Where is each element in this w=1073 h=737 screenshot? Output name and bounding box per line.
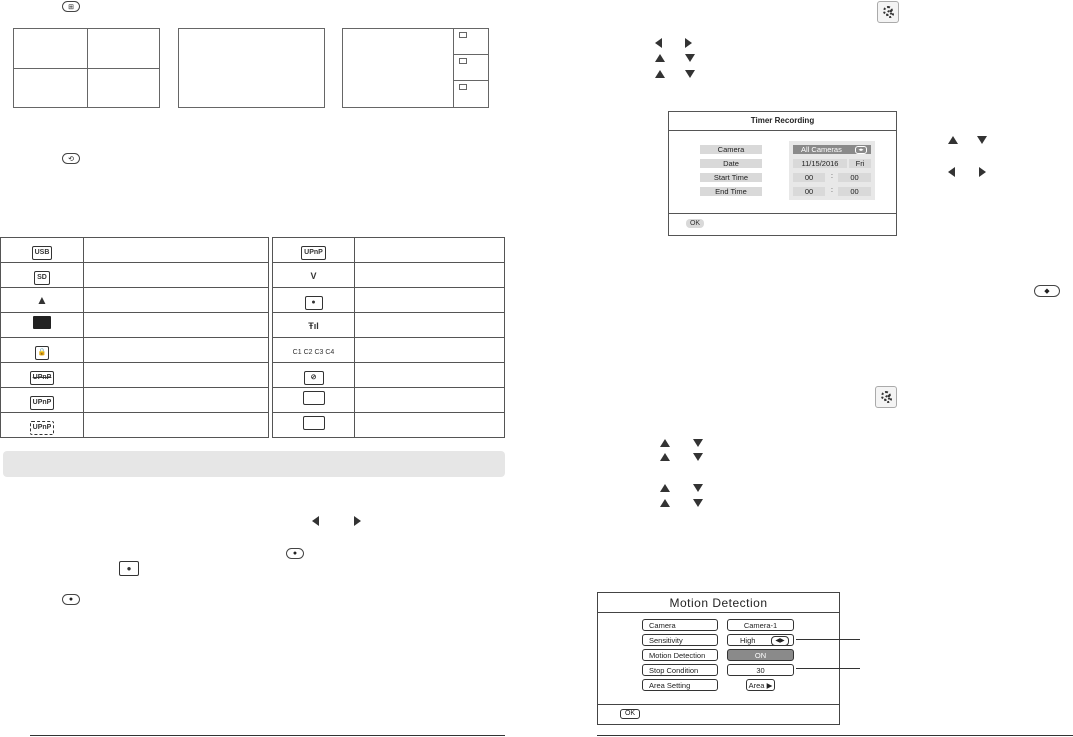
quad-layout-diagram [13, 28, 160, 108]
end-time-label: End Time [700, 187, 762, 196]
warning-card-icon: ▲ [1, 288, 84, 313]
area-setting-field-label: Area Setting [642, 679, 718, 691]
start-time-label: Start Time [700, 173, 762, 182]
down-arrow-icon [685, 54, 695, 62]
cycle-icon: ⟲ [62, 153, 80, 164]
status-icon-table-right [272, 237, 505, 438]
divider [598, 612, 839, 613]
up-arrow-icon [655, 70, 665, 78]
settings-icon [877, 1, 899, 23]
right-arrow-icon [685, 38, 692, 48]
down-arrow-icon [693, 439, 703, 447]
blank-box-icon [273, 413, 355, 438]
end-minute-value[interactable]: 00 [838, 187, 871, 196]
up-arrow-icon [660, 499, 670, 507]
motion-detection-panel [597, 592, 840, 725]
folder-icon [1, 313, 84, 338]
down-arrow-icon [685, 70, 695, 78]
locked-card-icon: 🔒 [1, 338, 84, 363]
upnp-icon: UPnP [273, 238, 355, 263]
callout-line [796, 639, 860, 640]
single-layout-diagram [178, 28, 325, 108]
time-separator: : [831, 173, 833, 180]
down-arrow-icon [693, 499, 703, 507]
down-arrow-icon [977, 136, 987, 144]
time-separator: : [831, 187, 833, 194]
sensitivity-select[interactable]: High ◀▶ [727, 634, 794, 646]
v-icon: V [273, 263, 355, 288]
lr-toggle-icon: ◀▶ [771, 636, 789, 646]
up-arrow-icon [948, 136, 958, 144]
usb-icon: USB [1, 238, 84, 263]
area-button[interactable]: Area ▶ [746, 679, 775, 691]
callout-line [796, 668, 860, 669]
lr-toggle-icon: ◂▸ [855, 146, 867, 154]
timer-recording-panel [668, 111, 897, 236]
end-hour-value[interactable]: 00 [793, 187, 825, 196]
up-arrow-icon [660, 484, 670, 492]
upnp-icon: UPnP [1, 388, 84, 413]
page-footer-line [597, 735, 1073, 736]
status-icon-table-left [0, 237, 269, 438]
left-arrow-icon [655, 38, 662, 48]
sensitivity-field-label: Sensitivity [642, 634, 718, 646]
date-label: Date [700, 159, 762, 168]
diamond-button-icon: ◆ [1034, 285, 1060, 297]
camera-label: Camera [700, 145, 762, 154]
settings-icon [875, 386, 897, 408]
record-icon: ● [273, 288, 355, 313]
date-value[interactable]: 11/15/2016 [793, 159, 847, 168]
down-arrow-icon [693, 484, 703, 492]
start-hour-value[interactable]: 00 [793, 173, 825, 182]
start-minute-value[interactable]: 00 [838, 173, 871, 182]
motion-detection-title: Motion Detection [669, 596, 768, 610]
down-arrow-icon [693, 453, 703, 461]
motion-detection-field-label: Motion Detection [642, 649, 718, 661]
blank-box-icon [273, 388, 355, 413]
upnp-crossed-icon: UPnP [1, 363, 84, 388]
sd-card-icon: SD [1, 263, 84, 288]
ok-button[interactable]: OK [686, 219, 704, 228]
stop-condition-field-label: Stop Condition [642, 664, 718, 676]
camera-field-label: Camera [642, 619, 718, 631]
left-arrow-icon [312, 516, 319, 526]
left-arrow-icon [948, 167, 955, 177]
up-arrow-icon [660, 453, 670, 461]
section-header-bar [3, 451, 505, 477]
camera-select[interactable]: All Cameras ◂▸ [793, 145, 871, 154]
muted-speaker-icon: ⊘ [273, 363, 355, 388]
up-arrow-icon [655, 54, 665, 62]
day-value: Fri [849, 159, 871, 168]
signal-icon: Ŧıl [273, 313, 355, 338]
pip-layout-diagram [342, 28, 489, 108]
motion-detection-toggle[interactable]: ON [727, 649, 794, 661]
ok-button[interactable]: OK [620, 709, 640, 719]
record-button-icon: ● [286, 548, 304, 559]
timer-recording-title: Timer Recording [669, 112, 896, 131]
right-arrow-icon [354, 516, 361, 526]
up-arrow-icon [660, 439, 670, 447]
page-footer-line [30, 735, 505, 736]
stop-condition-value[interactable]: 30 [727, 664, 794, 676]
quad-view-icon: ⊞ [62, 1, 80, 12]
record-status-icon: ● [119, 561, 139, 576]
camera-value[interactable]: Camera-1 [727, 619, 794, 631]
record-button-icon: ● [62, 594, 80, 605]
divider [598, 704, 839, 705]
channels-icon: C1 C2 C3 C4 [273, 338, 355, 363]
divider [669, 213, 896, 214]
upnp-dashed-icon: UPnP [1, 413, 84, 438]
right-arrow-icon [979, 167, 986, 177]
